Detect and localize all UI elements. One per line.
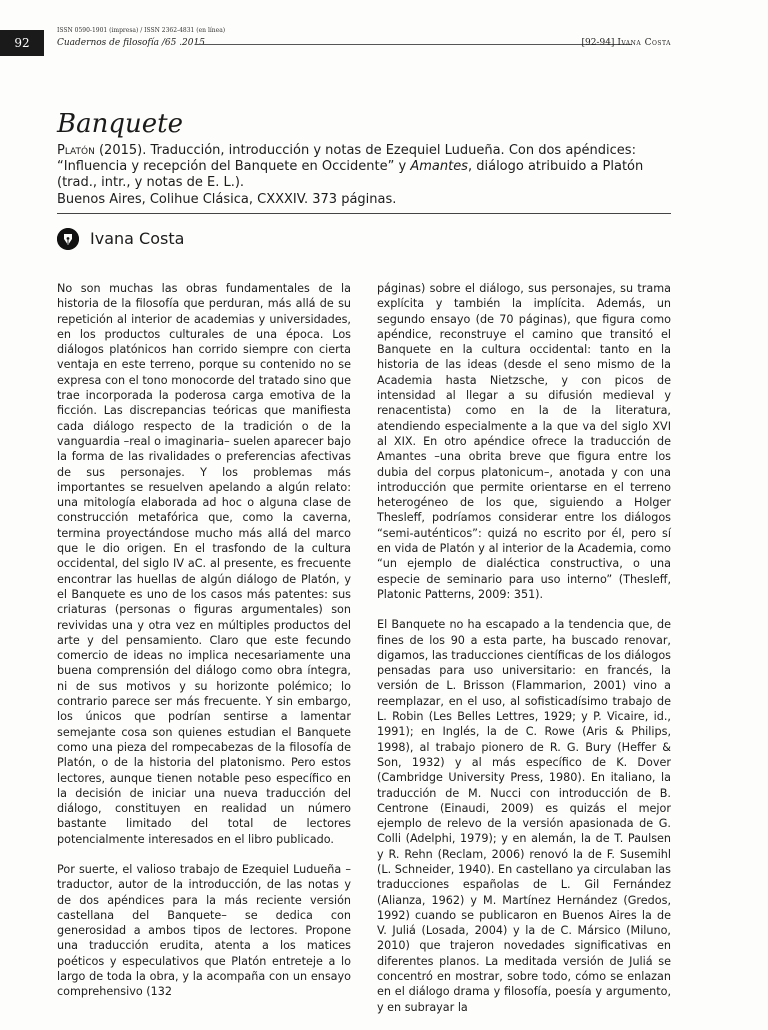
body-column-left bbox=[57, 281, 351, 1015]
paragraph: páginas) sobre el diálogo, sus personajes, su trama explícita y también la implícita. Además, un segundo ensayo (de 70 páginas), que figura como apéndice, reconstruye el camino que transitó el Banquete en la cultura occidental: tanto en la historia de las ideas (desde el seno mismo de la Academia hasta Nietzsche, y con picos de intensidad al llegar a su difusión medieval y renacentista) como en la de la literatura, atendiendo especialmente a la que va del siglo XVI al XIX. En otro apéndice ofrece la traducción de Amantes –una obrita breve que figura entre los dubia del corpus platonicum–, anotada y con una introducción que permite orientarse en el terreno heterogéneo de los que, siguiendo a Holger Thesleff, podríamos considerar entre los diálogos “semi-auténticos”: quizá no escrito por él, pero sí en vida de Platón y al interior de la Academia, como “un ejemplo de dialéctica constructiva, o una especie de seminario para uso interno” (Thesleff, Platonic Patterns, 2009: 351). bbox=[377, 282, 671, 601]
running-author: Ivana Costa bbox=[617, 38, 671, 48]
article-title: Banquete bbox=[57, 109, 183, 139]
header-rule bbox=[196, 44, 632, 45]
bib-details: (2015). Traducción, introducción y notas de Ezequiel Ludueña. Con dos apéndices: “Influencia y recepción del Banquete en Occidente” y bbox=[57, 143, 636, 175]
bib-line-main bbox=[57, 143, 687, 192]
body-column-right bbox=[377, 281, 671, 1030]
journal-name: Cuadernos de filosofía /65 .2015 bbox=[57, 38, 205, 48]
reviewer-name: Ivana Costa bbox=[90, 229, 185, 248]
bib-amantes: Amantes bbox=[410, 159, 468, 175]
issn-line: ISSN 0590-1901 (impresa) / ISSN 2362-4831 (en línea) bbox=[57, 27, 226, 34]
paragraph: Por suerte, el valioso trabajo de Ezequiel Ludueña –traductor, autor de la introducción, de las notas y de dos apéndices para la más reciente versión castellana del Banquete– se dedica con generosidad a ambos tipos de lectores. Propone una traducción erudita, atenta a los matices poéticos y especulativos que Platón entreteje a lo largo de toda la obra, y la acompaña con un ensayo comprehensivo (132 bbox=[57, 862, 351, 999]
paragraph: No son muchas las obras fundamentales de la historia de la filosofía que perduran, más allá de su repetición al interior de academias y universidades, en los productos culturales de una época. Los diálogos platónicos han corrido siempre con cierta ventaja en este terreno, porque su contenido no se expresa con el tono monocorde del tratado sino que trae incorporada la poderosa carga emotiva de la ficción. Las discrepancias teóricas que manifiesta cada diálogo respecto de la tradición o de la vanguardia –real o imaginaria– suelen aparecer bajo la forma de las rivalidades o preferencias afectivas de sus personajes. Y los problemas más importantes se resuelven apelando a algún relato: una mitología elaborada ad hoc o alguna clase de construcción metafórica que, como la caverna, termina proyectándose mucho más allá del marco que le dio origen. En el trasfondo de la cultura occidental, del siglo IV aC. al presente, es frecuente encontrar las huellas de algún diálogo de Platón, y el Banquete es uno de los casos más patentes: sus criaturas (personas o figuras argumentales) son revividas una y otra vez en múltiples productos del arte y del pensamiento. Claro que este fecundo comercio de ideas no implica necesariamente una buena comprensión del diálogo como obra íntegra, ni de sus motivos y su horizonte polémico; lo contrario parece ser más frecuente. Y sin embargo, los únicos que podrían sentirse a lamentar semejante cosa son quienes estudian el Banquete como una pieza del rompecabezas de la filosofía de Platón, o de la historia del platonismo. Pero estos lectores, aunque tienen notable peso específico en la decisión de iniciar una nueva traducción del diálogo, constituyen en realidad un número bastante limitado del total de lectores potencialmente interesados en el libro publicado. bbox=[57, 282, 351, 846]
page-number: 92 bbox=[0, 30, 44, 56]
pen-nib-icon bbox=[57, 228, 79, 250]
title-rule bbox=[57, 213, 671, 214]
paragraph: El Banquete no ha escapado a la tendencia que, de fines de los 90 a esta parte, ha buscado renovar, digamos, las traducciones científicas de los diálogos pensadas para uso universitario: en francés, la versión de L. Brisson (Flammarion, 2001) vino a reemplazar, en el uso, al sofisticadísimo trabajo de L. Robin (Les Belles Lettres, 1929; y P. Vicaire, id., 1991); en Inglés, la de C. Rowe (Aris & Philips, 1998), al trabajo pionero de R. G. Bury (Heffer & Son, 1932) y al más específico de K. Dover (Cambridge University Press, 1980). En italiano, la traducción de M. Nucci con introducción de B. Centrone (Einaudi, 2009) es quizás el mejor ejemplo de relevo de la versión apasionada de G. Colli (Adelphi, 1979); y en alemán, la de T. Paulsen y R. Rehn (Reclam, 2006) renovó la de F. Susemihl (L. Schneider, 1940). En castellano ya circulaban las traducciones españolas de L. Gil Fernández (Alianza, 1962) y M. Martínez Hernández (Gredos, 1992) cuando se publicaron en Buenos Aires la de V. Juliá (Losada, 2004) y la de C. Mársico (Miluno, 2010) que trajeron novedades significativas en diferentes planos. La meditada versión de Juliá se concentró en mostrar, sobre todo, cómo se enlazan en el diálogo drama y filosofía, poesía y argumento, y en subrayar la bbox=[377, 618, 671, 1014]
bib-publisher: Buenos Aires, Colihue Clásica, CXXXIV. 373 páginas. bbox=[57, 191, 397, 207]
running-header bbox=[581, 38, 671, 48]
bib-rest: , diálogo atribuido a Platón (trad., intr., y notas de E. L.). bbox=[57, 159, 644, 191]
page-range: [92-94] bbox=[581, 38, 615, 48]
bibliographic-reference bbox=[57, 143, 687, 208]
bib-author: Platón bbox=[57, 143, 95, 158]
